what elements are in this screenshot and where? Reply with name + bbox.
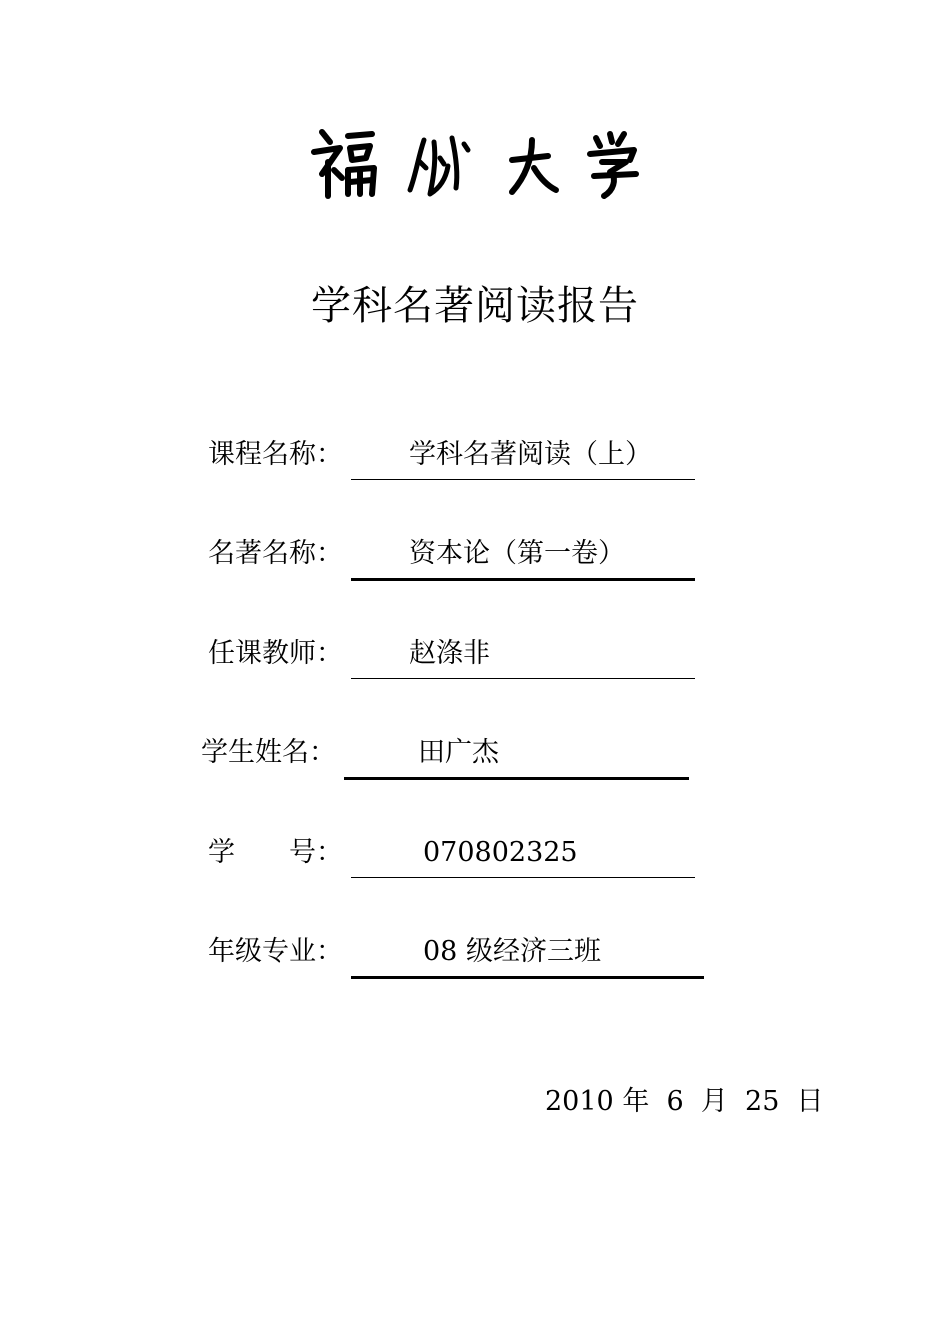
field-student-number — [208, 835, 708, 885]
field-label: 学 号： — [208, 837, 343, 868]
field-value: 资本论（第一卷） — [409, 538, 625, 569]
field-student-name — [201, 735, 701, 785]
university-calligraphy-logo — [300, 118, 650, 208]
field-underline — [351, 976, 704, 979]
date-month-unit: 月 — [700, 1086, 728, 1117]
field-value: 赵涤非 — [409, 638, 490, 669]
logo-char-4 — [590, 134, 636, 196]
field-label: 学生姓名： — [201, 737, 336, 768]
field-grade-major — [208, 934, 718, 984]
field-book-name — [208, 536, 708, 586]
date-year-unit: 年 — [622, 1086, 650, 1117]
field-value: 070802325 — [423, 837, 578, 868]
field-underline — [344, 777, 689, 780]
field-value: 学科名著阅读（上） — [409, 439, 652, 470]
logo-char-3 — [512, 140, 556, 192]
field-value: 田广杰 — [418, 737, 499, 768]
field-instructor — [208, 636, 708, 686]
report-title: 学科名著阅读报告 — [311, 283, 639, 329]
field-label: 课程名称： — [208, 439, 343, 470]
field-label: 年级专业： — [208, 936, 343, 967]
logo-char-1 — [314, 132, 374, 196]
date-month: 6 — [666, 1086, 684, 1117]
date-day-unit: 日 — [796, 1086, 824, 1117]
field-underline — [351, 678, 695, 679]
field-label: 任课教师： — [208, 638, 343, 669]
report-date — [545, 1084, 824, 1120]
date-year: 2010 — [545, 1086, 614, 1117]
date-day: 25 — [745, 1086, 780, 1117]
field-underline — [351, 578, 695, 581]
field-course-name — [208, 437, 708, 487]
logo-char-2 — [410, 138, 468, 194]
field-underline — [351, 877, 695, 878]
field-underline — [351, 479, 695, 480]
field-value: 08 级经济三班 — [423, 936, 601, 967]
field-label: 名著名称： — [208, 538, 343, 569]
